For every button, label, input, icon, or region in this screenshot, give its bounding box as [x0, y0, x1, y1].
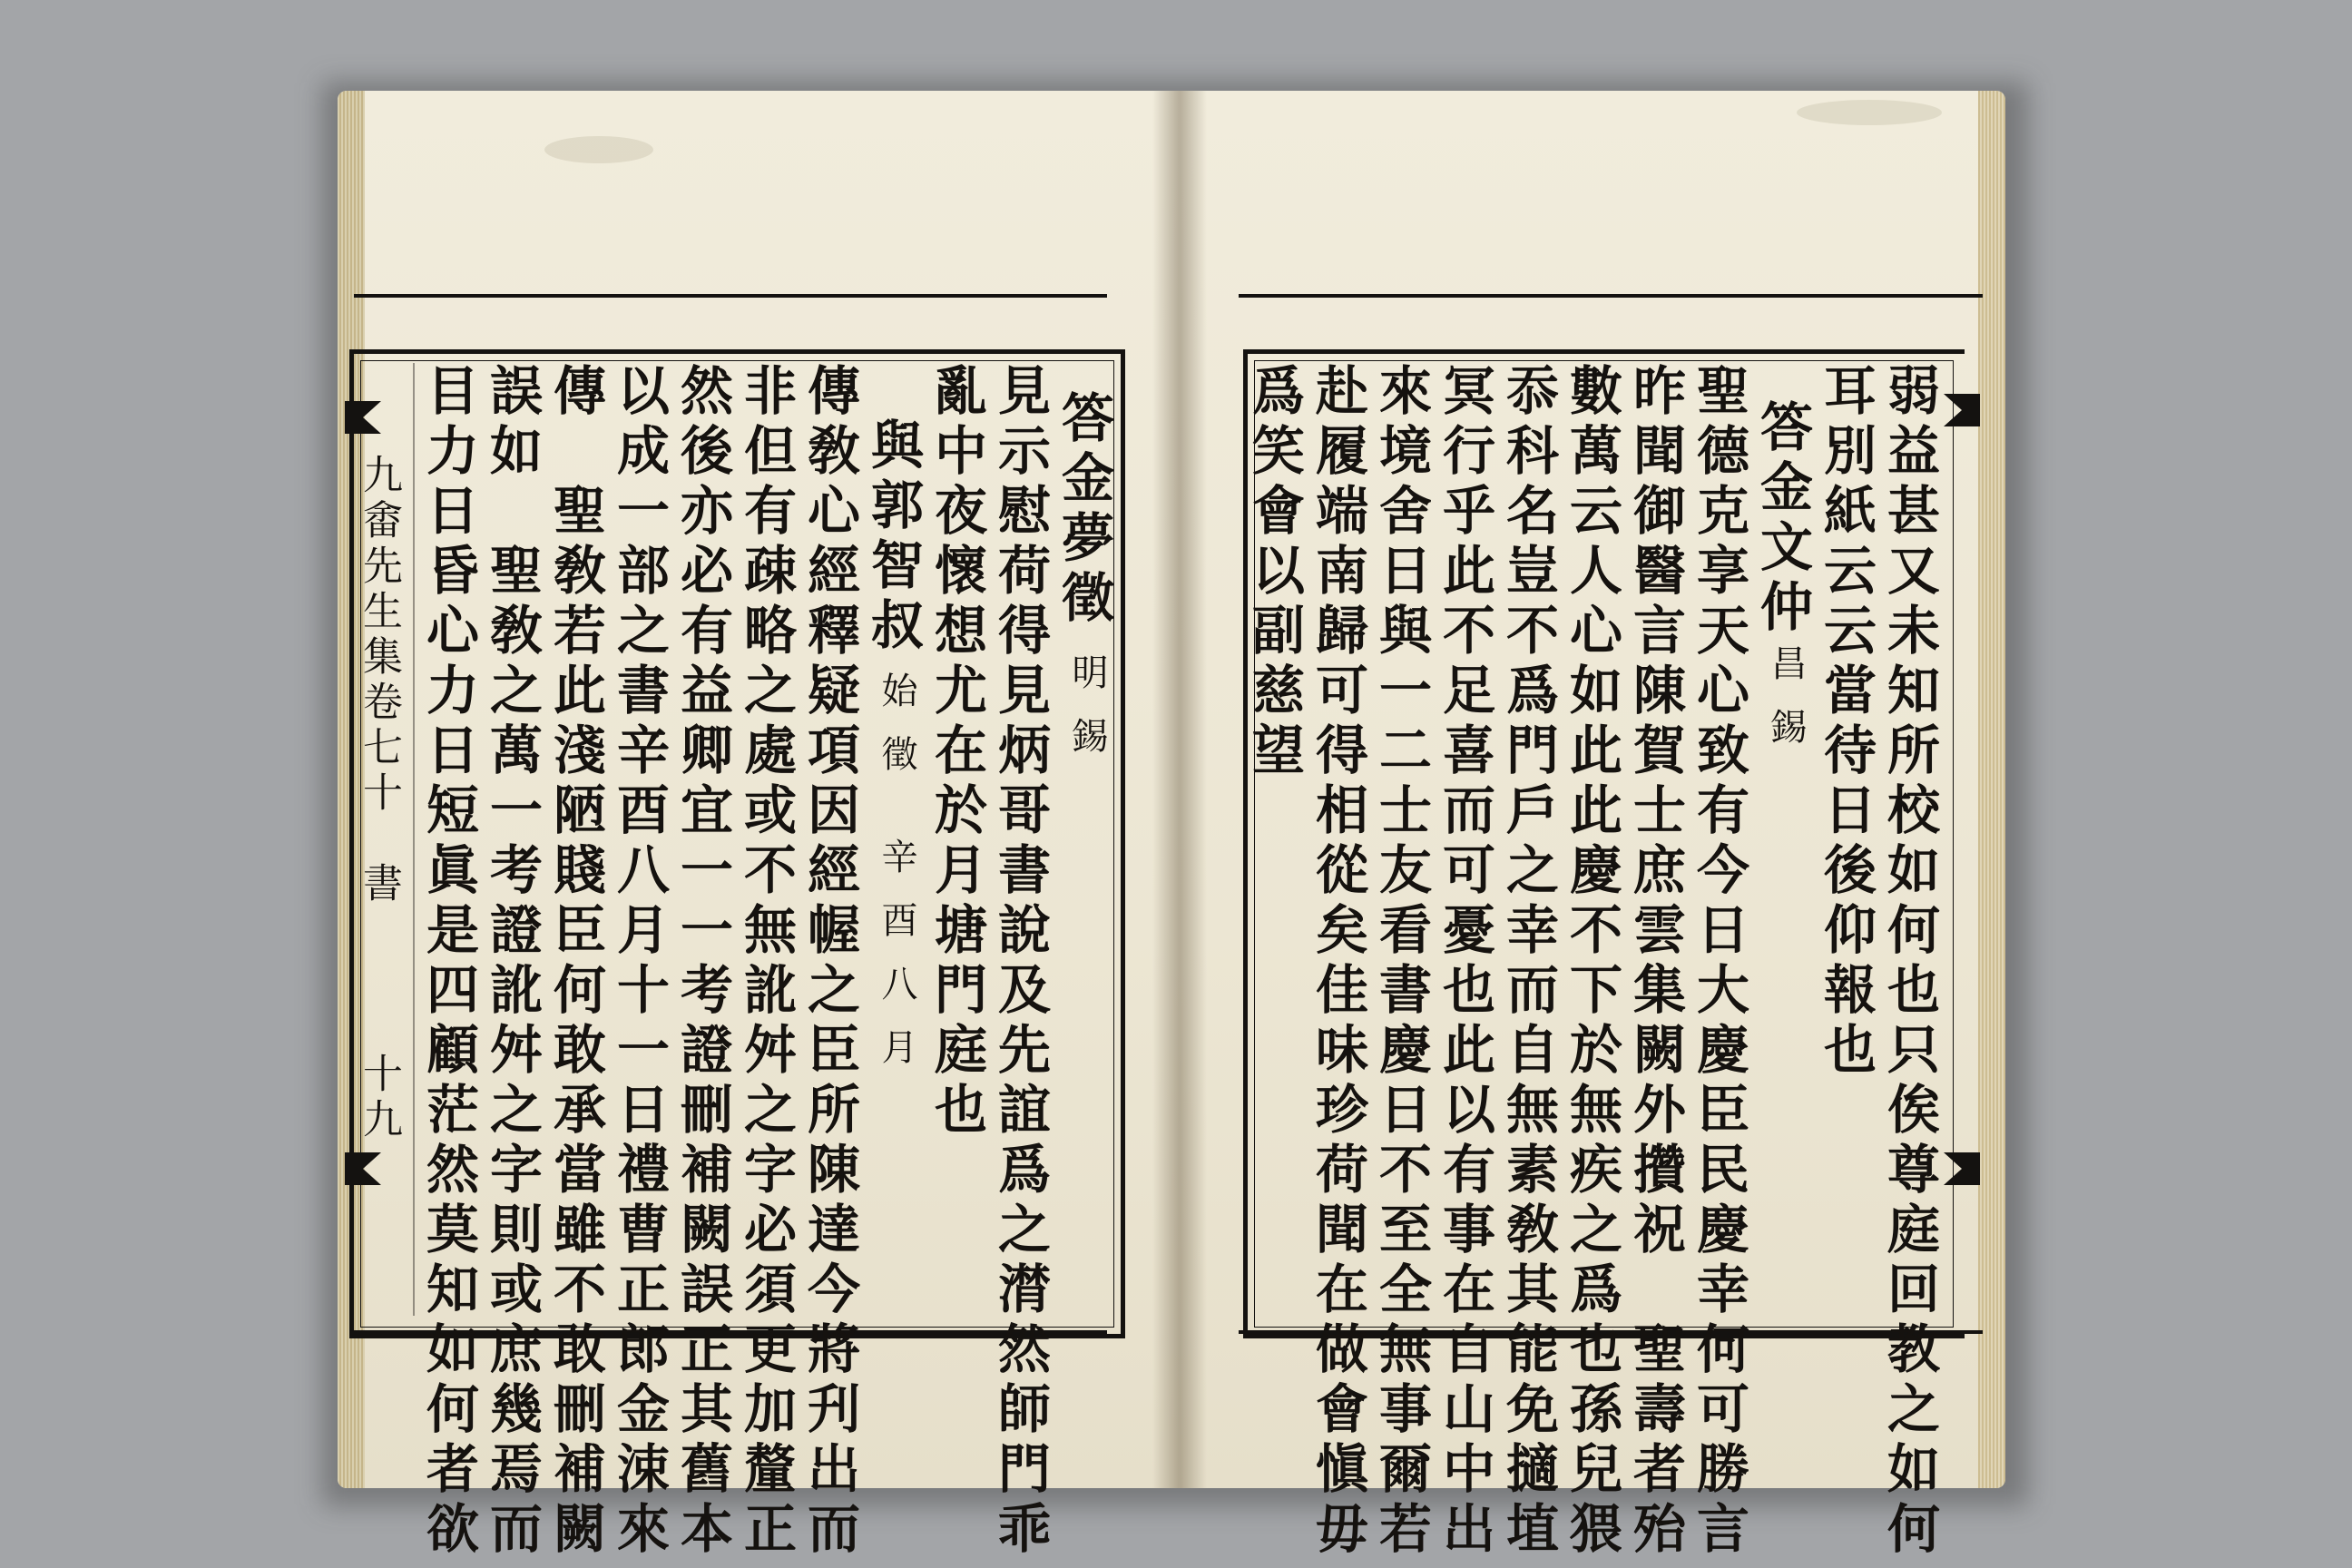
text-column: 忝科名豈不爲門戶之幸而自無素敎其能免擿埴 — [1497, 363, 1559, 1561]
letter-heading: 答金文仲 — [1751, 399, 1813, 639]
letter-heading: 答金夢徵 — [1053, 390, 1114, 630]
upper-rule-left — [354, 294, 1107, 298]
paper-stain — [544, 136, 653, 163]
text-column: 來境舍日與一二士友看書慶日不至全無事爾若 — [1370, 363, 1432, 1561]
text-column: 傳敎心經釋疑項因經幄之臣所陳達今將刋出而 — [799, 363, 860, 1561]
margin-section: 書 — [356, 862, 402, 907]
heading-note: 始徵 辛酉八月 — [876, 671, 917, 1092]
text-column: 弱益甚又未知所校如何也只俟尊庭回教之如何 — [1878, 363, 1940, 1561]
text-column: 亂中夜懷想尤在於月塘門庭也 — [926, 363, 987, 1142]
paper-stain — [1797, 100, 1942, 125]
page-edge-right — [1978, 91, 2005, 1488]
text-column: 目力日昏心力日短眞是四顧茫然莫知如何者欲 — [417, 363, 479, 1561]
margin-title: 九畬先生集卷七十 — [356, 454, 402, 817]
text-column: 數萬云人心如此此慶不下於無疾之爲也孫兒猥 — [1561, 363, 1622, 1561]
letter-heading: 與郭智叔 — [862, 417, 924, 657]
text-column: 昨聞御醫言陳賀士庶雲集闕外攢祝 聖壽者殆 — [1624, 363, 1686, 1561]
text-column: 見示慰荷得見炳哥書說及先誼爲之潸然師門乖 — [989, 363, 1051, 1561]
book-gutter — [1152, 91, 1207, 1488]
text-column: 傳 聖敎若此淺陋賤臣何敢承當雖不敢刪補闕 — [544, 363, 606, 1561]
text-column: 聖德克享天心致有今日大慶臣民慶幸何可勝言 — [1688, 363, 1749, 1561]
heading-note: 昌錫 — [1765, 644, 1807, 771]
text-column: 然後亦必有益卿宜一一考證刪補闕誤正其舊本 — [671, 363, 733, 1561]
text-column: 非但有疎略之處或不無訛舛之字必須更加釐正 — [735, 363, 797, 1561]
column-separator — [413, 363, 415, 1316]
heading-note: 明錫 — [1066, 653, 1108, 780]
text-column: 爲笑會以副慈望 — [1243, 363, 1305, 782]
text-column: 誤如 聖敎之萬一考證訛舛之字則或庶幾焉而 — [481, 363, 543, 1561]
text-column: 冥行乎此不足喜而可憂也此以有事在自山中出 — [1434, 363, 1495, 1561]
upper-rule-right — [1239, 294, 1983, 298]
text-column: 赴履端南歸可得相從矣佳味珍荷聞在做會愼毋 — [1307, 363, 1368, 1561]
text-column: 耳別紙云云當待日後仰報也 — [1815, 363, 1877, 1082]
margin-page-number: 十九 — [356, 1053, 402, 1143]
text-column: 以成一部之書辛酉八月十一日禮曹正郎金涑來 — [608, 363, 670, 1561]
